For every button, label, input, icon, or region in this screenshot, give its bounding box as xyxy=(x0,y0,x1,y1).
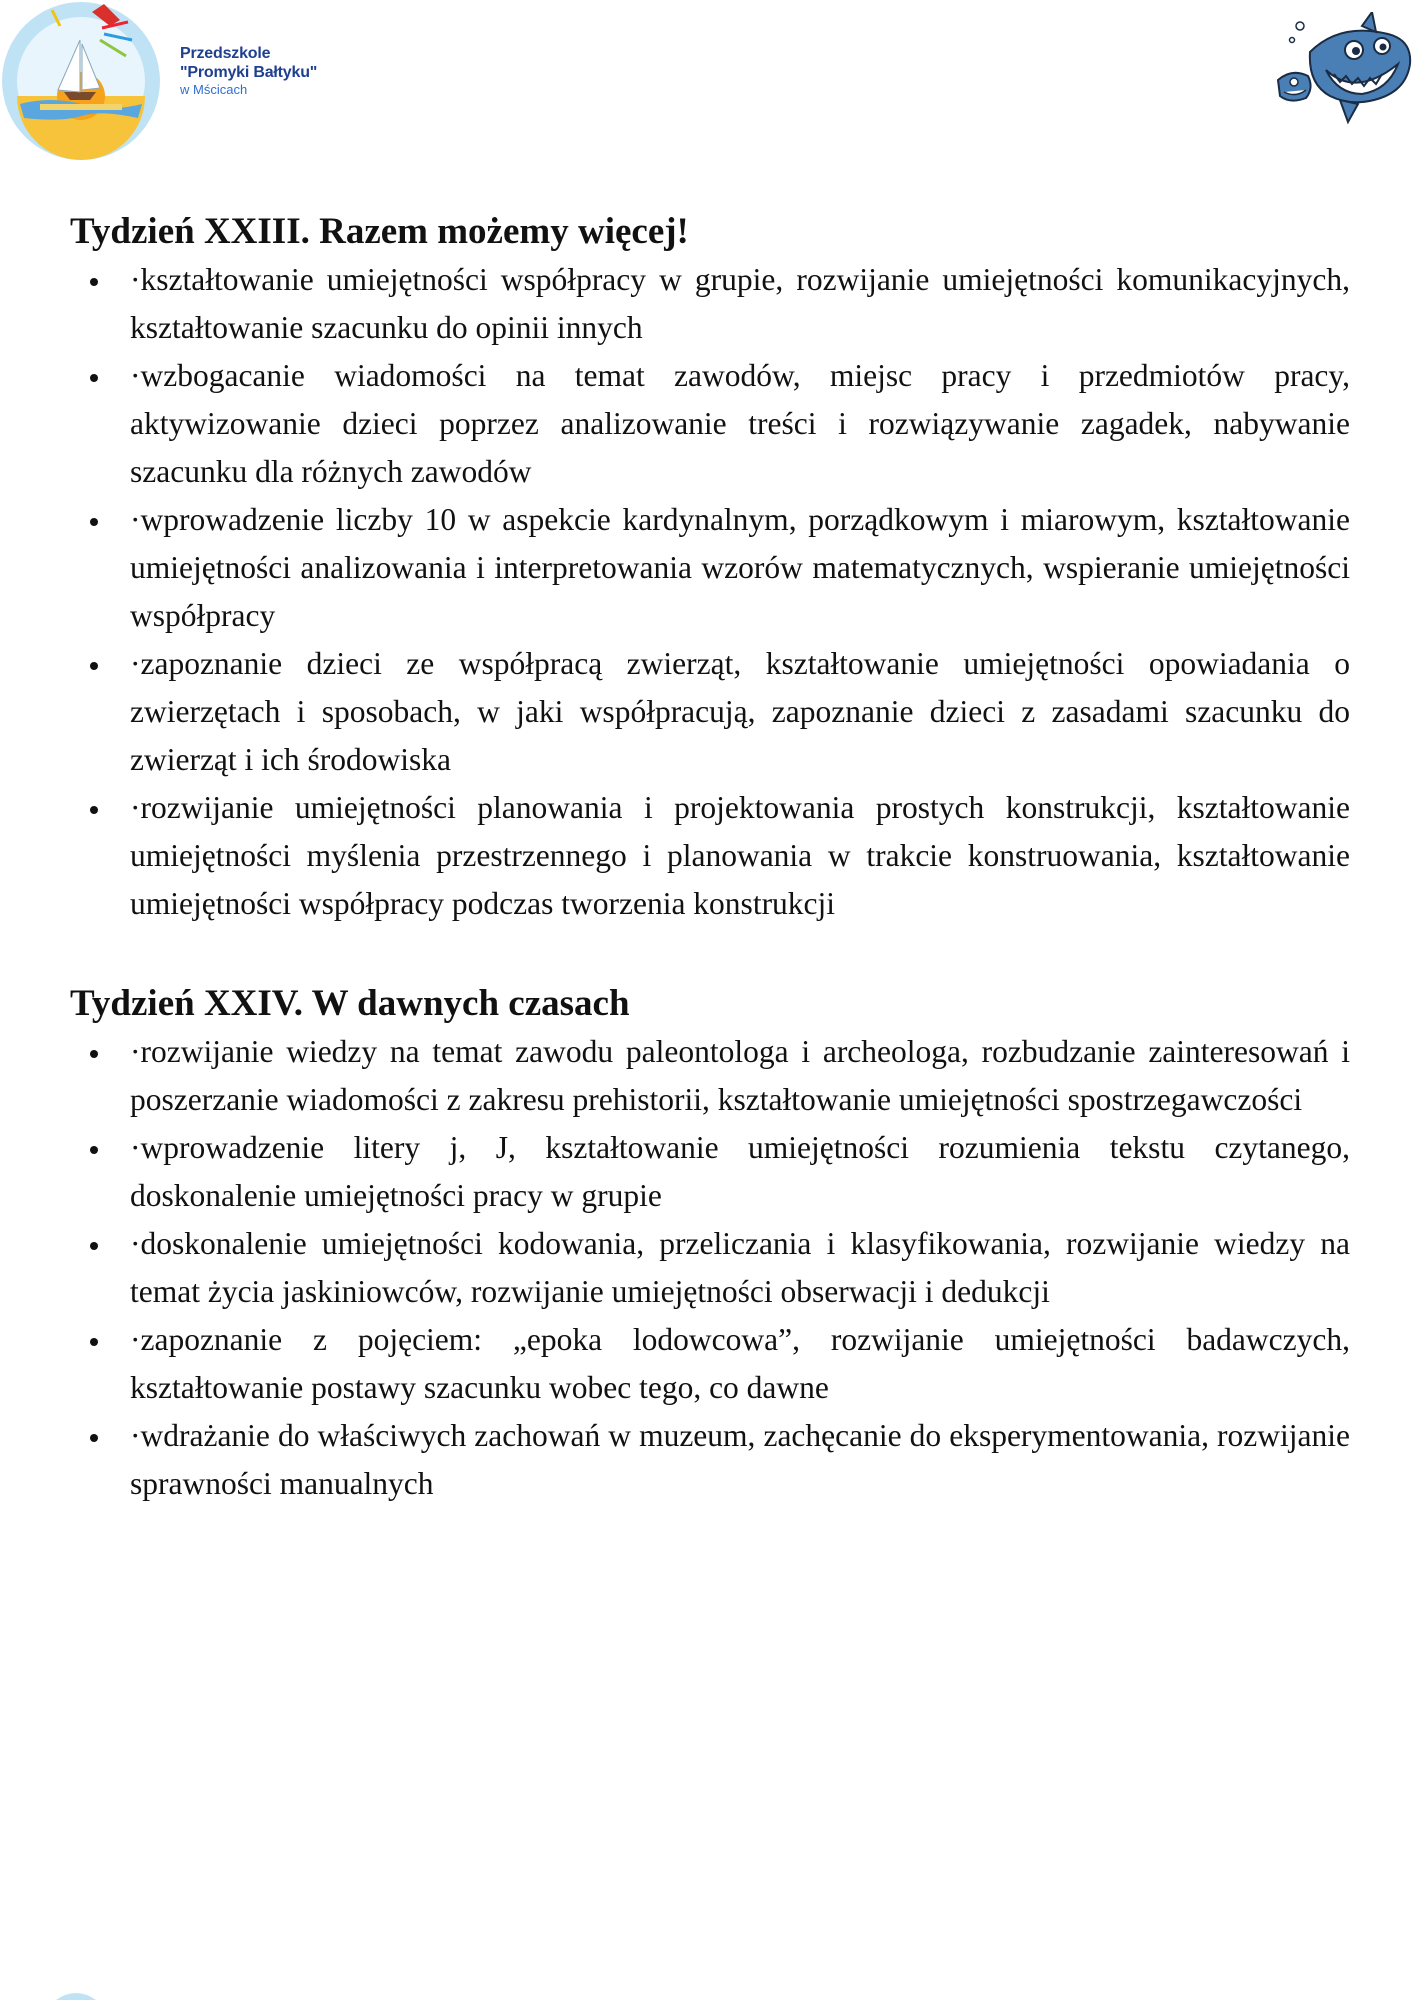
week-section-24 xyxy=(70,980,1350,1508)
organization-name xyxy=(180,44,317,98)
page-header xyxy=(0,0,1428,170)
list-item: ·rozwijanie wiedzy na temat zawodu paleontologa i archeologa, rozbudzanie zainteresowań i poszerzanie wiadomości z zakresu prehistorii, kształtowanie umiejętności spostrzegawczości xyxy=(70,1028,1350,1124)
footer-decoration-icon xyxy=(56,1990,96,2000)
list-item: ·kształtowanie umiejętności współpracy w grupie, rozwijanie umiejętności komunikacyjnych, kształtowanie szacunku do opinii innych xyxy=(70,256,1350,352)
list-item: ·doskonalenie umiejętności kodowania, przeliczania i klasyfikowania, rozwijanie wiedzy na temat życia jaskiniowców, rozwijanie umiejętności obserwacji i dedukcji xyxy=(70,1220,1350,1316)
list-item: ·wzbogacanie wiadomości na temat zawodów, miejsc pracy i przedmiotów pracy, aktywizowanie dzieci poprzez analizowanie treści i rozwiązywanie zagadek, nabywanie szacunku dla różnych zawodów xyxy=(70,352,1350,496)
week-section-23 xyxy=(70,208,1350,928)
list-item: ·rozwijanie umiejętności planowania i projektowania prostych konstrukcji, kształtowanie umiejętności myślenia przestrzennego i planowania w trakcie konstruowania, kształtowanie umiejętności współpracy podczas tworzenia konstrukcji xyxy=(70,784,1350,928)
list-item: ·wprowadzenie liczby 10 w aspekcie kardynalnym, porządkowym i miarowym, kształtowanie umiejętności analizowania i interpretowania wzorów matematycznych, wspieranie umiejętności współpracy xyxy=(70,496,1350,640)
org-name-line1: Przedszkole xyxy=(180,45,271,62)
week-heading: Tydzień XXIII. Razem możemy więcej! xyxy=(70,211,689,252)
list-item: ·zapoznanie z pojęciem: „epoka lodowcowa”, rozwijanie umiejętności badawczych, kształtowanie postawy szacunku wobec tego, co dawne xyxy=(70,1316,1350,1412)
week-goals-list xyxy=(70,1028,1350,1508)
org-name-line3: w Mścicach xyxy=(180,82,248,97)
week-goals-list xyxy=(70,256,1350,928)
list-item: ·zapoznanie dzieci ze współpracą zwierząt, kształtowanie umiejętności opowiadania o zwierzętach i sposobach, w jaki współpracują, zapoznanie dzieci z zasadami szacunku do zwierząt i ich środowiska xyxy=(70,640,1350,784)
week-heading: Tydzień XXIV. W dawnych czasach xyxy=(70,983,630,1024)
org-name-line2: "Promyki Bałtyku" xyxy=(180,64,318,81)
shark-mascot-icon xyxy=(1270,12,1420,137)
list-item: ·wdrażanie do właściwych zachowań w muzeum, zachęcanie do eksperymentowania, rozwijanie sprawności manualnych xyxy=(70,1412,1350,1508)
document-body xyxy=(70,208,1350,1508)
list-item: ·wprowadzenie litery j, J, kształtowanie umiejętności rozumienia tekstu czytanego, doskonalenie umiejętności pracy w grupie xyxy=(70,1124,1350,1220)
preschool-sun-boat-logo-icon xyxy=(0,0,162,162)
